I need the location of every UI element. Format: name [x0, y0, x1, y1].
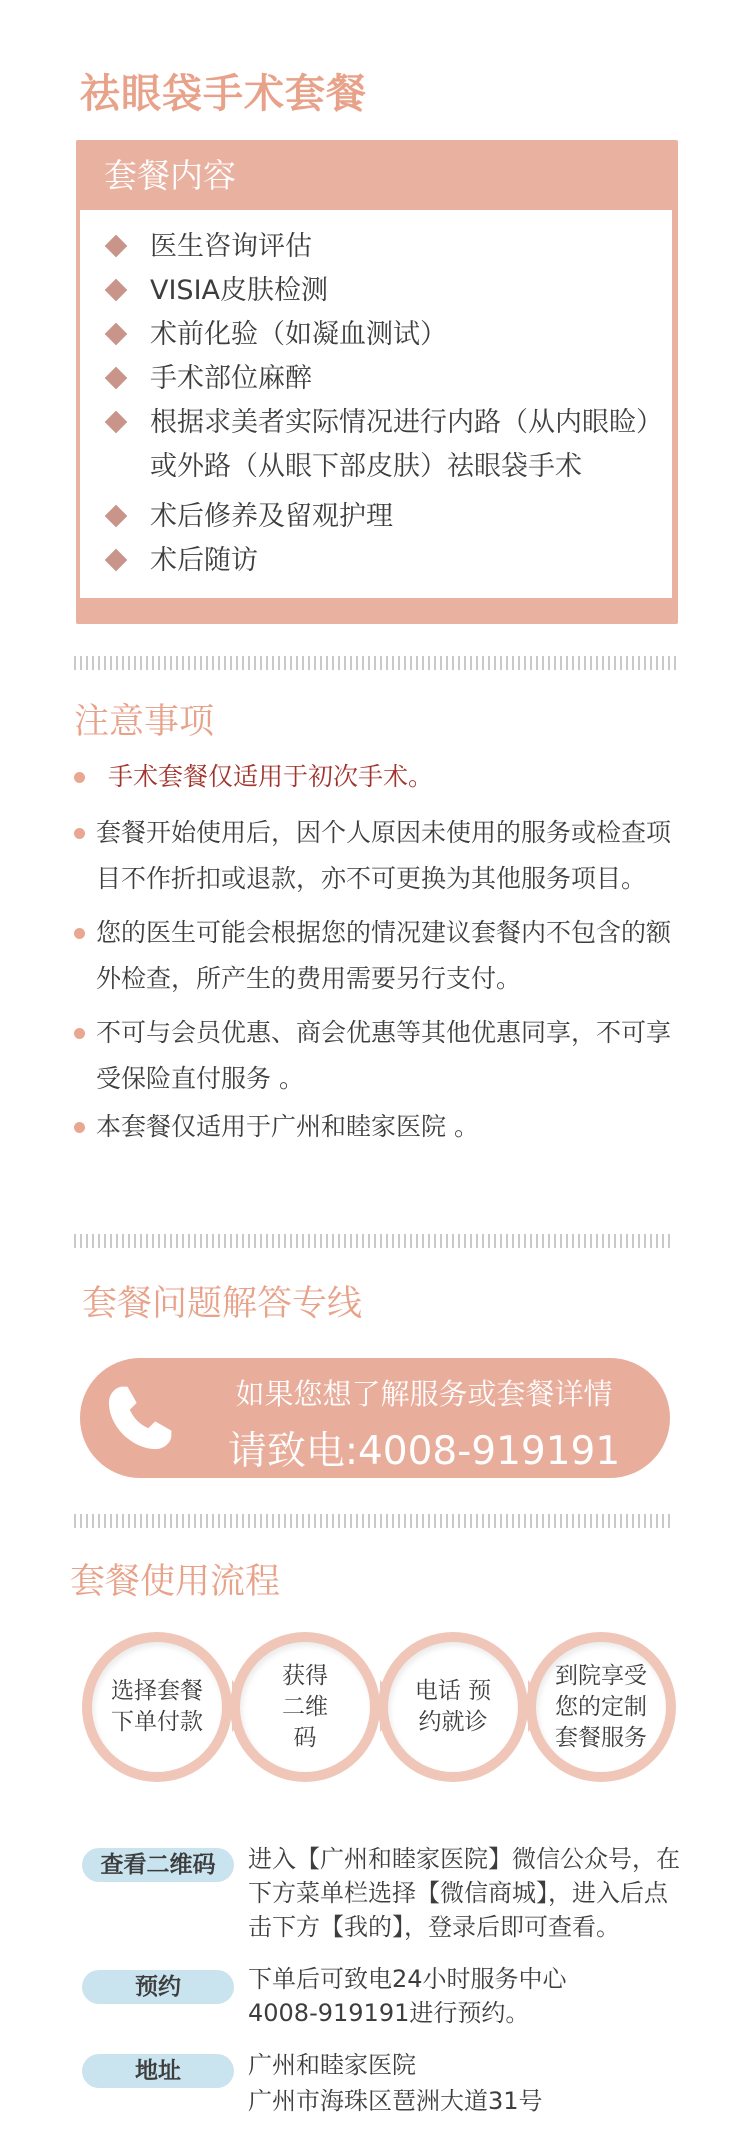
qrcode-tag: 查看二维码	[82, 1848, 234, 1882]
package-item: 术前化验（如凝血测试）	[104, 313, 664, 357]
bullet-dot-icon	[74, 1028, 85, 1039]
diamond-bullet-icon	[105, 505, 128, 528]
flow-step	[378, 1632, 528, 1782]
step-label: 获得二维码	[282, 1662, 328, 1751]
diamond-bullet-icon	[105, 323, 128, 346]
note-item: 手术套餐仅适用于初次手术。	[72, 754, 672, 800]
page-title: 祛眼袋手术套餐	[80, 71, 367, 117]
flow-step	[230, 1632, 380, 1782]
divider	[74, 1234, 674, 1248]
package-heading: 套餐内容	[104, 156, 236, 195]
notes-heading: 注意事项	[74, 702, 215, 742]
booking-instructions: 下单后可致电24小时服务中心4008-919191进行预约。	[248, 1965, 567, 2027]
package-item: 医生咨询评估	[104, 225, 664, 269]
step-label: 选择套餐下单付款	[111, 1678, 203, 1735]
package-item: VISIA皮肤检测	[104, 269, 664, 313]
note-item: 您的医生可能会根据您的情况建议套餐内不包含的额外检查，所产生的费用需要另行支付。	[72, 910, 672, 1002]
step-label: 电话 预约就诊	[414, 1678, 492, 1735]
diamond-bullet-icon	[105, 367, 128, 390]
address-line1: 广州和睦家医院	[248, 2051, 416, 2079]
diamond-bullet-icon	[105, 279, 128, 302]
note-item: 套餐开始使用后，因个人原因未使用的服务或检查项目不作折扣或退款，亦不可更换为其他服务项目。	[72, 810, 672, 902]
bullet-dot-icon	[74, 1122, 85, 1133]
hotline-heading: 套餐问题解答专线	[82, 1284, 363, 1324]
package-item: 术后修养及留观护理	[104, 495, 664, 539]
note-item: 本套餐仅适用于广州和睦家医院 。	[72, 1104, 672, 1150]
hotline-text: 如果您想了解服务或套餐详情	[235, 1377, 613, 1411]
flow-step	[526, 1632, 676, 1782]
divider	[74, 1514, 674, 1528]
bullet-dot-icon	[74, 928, 85, 939]
hotline-banner[interactable]	[80, 1358, 670, 1478]
bullet-dot-icon	[74, 772, 85, 783]
package-item: 根据求美者实际情况进行内路（从内眼睑）或外路（从眼下部皮肤）祛眼袋手术	[104, 401, 664, 489]
package-list	[104, 225, 664, 583]
divider	[74, 656, 678, 670]
flow-step	[82, 1632, 232, 1782]
address-tag: 地址	[82, 2054, 234, 2088]
step-label: 到院享受您的定制套餐服务	[555, 1662, 647, 1751]
diamond-bullet-icon	[105, 411, 128, 434]
qrcode-instructions: 进入【广州和睦家医院】微信公众号，在下方菜单栏选择【微信商城】，进入后点击下方【我的】，登录后即可查看。	[248, 1845, 680, 1941]
booking-tag: 预约	[82, 1970, 234, 2004]
address-line2: 广州市海珠区琶洲大道31号	[248, 2087, 543, 2115]
flow-heading: 套餐使用流程	[70, 1562, 281, 1602]
package-item: 术后随访	[104, 539, 664, 583]
phone-icon	[102, 1382, 176, 1456]
note-item: 不可与会员优惠、商会优惠等其他优惠同享，不可享受保险直付服务 。	[72, 1010, 672, 1102]
bullet-dot-icon	[74, 828, 85, 839]
notes-list	[72, 754, 672, 1158]
diamond-bullet-icon	[105, 235, 128, 258]
diamond-bullet-icon	[105, 549, 128, 572]
hotline-number[interactable]: 请致电:4008-919191	[227, 1429, 621, 1474]
package-item: 手术部位麻醉	[104, 357, 664, 401]
